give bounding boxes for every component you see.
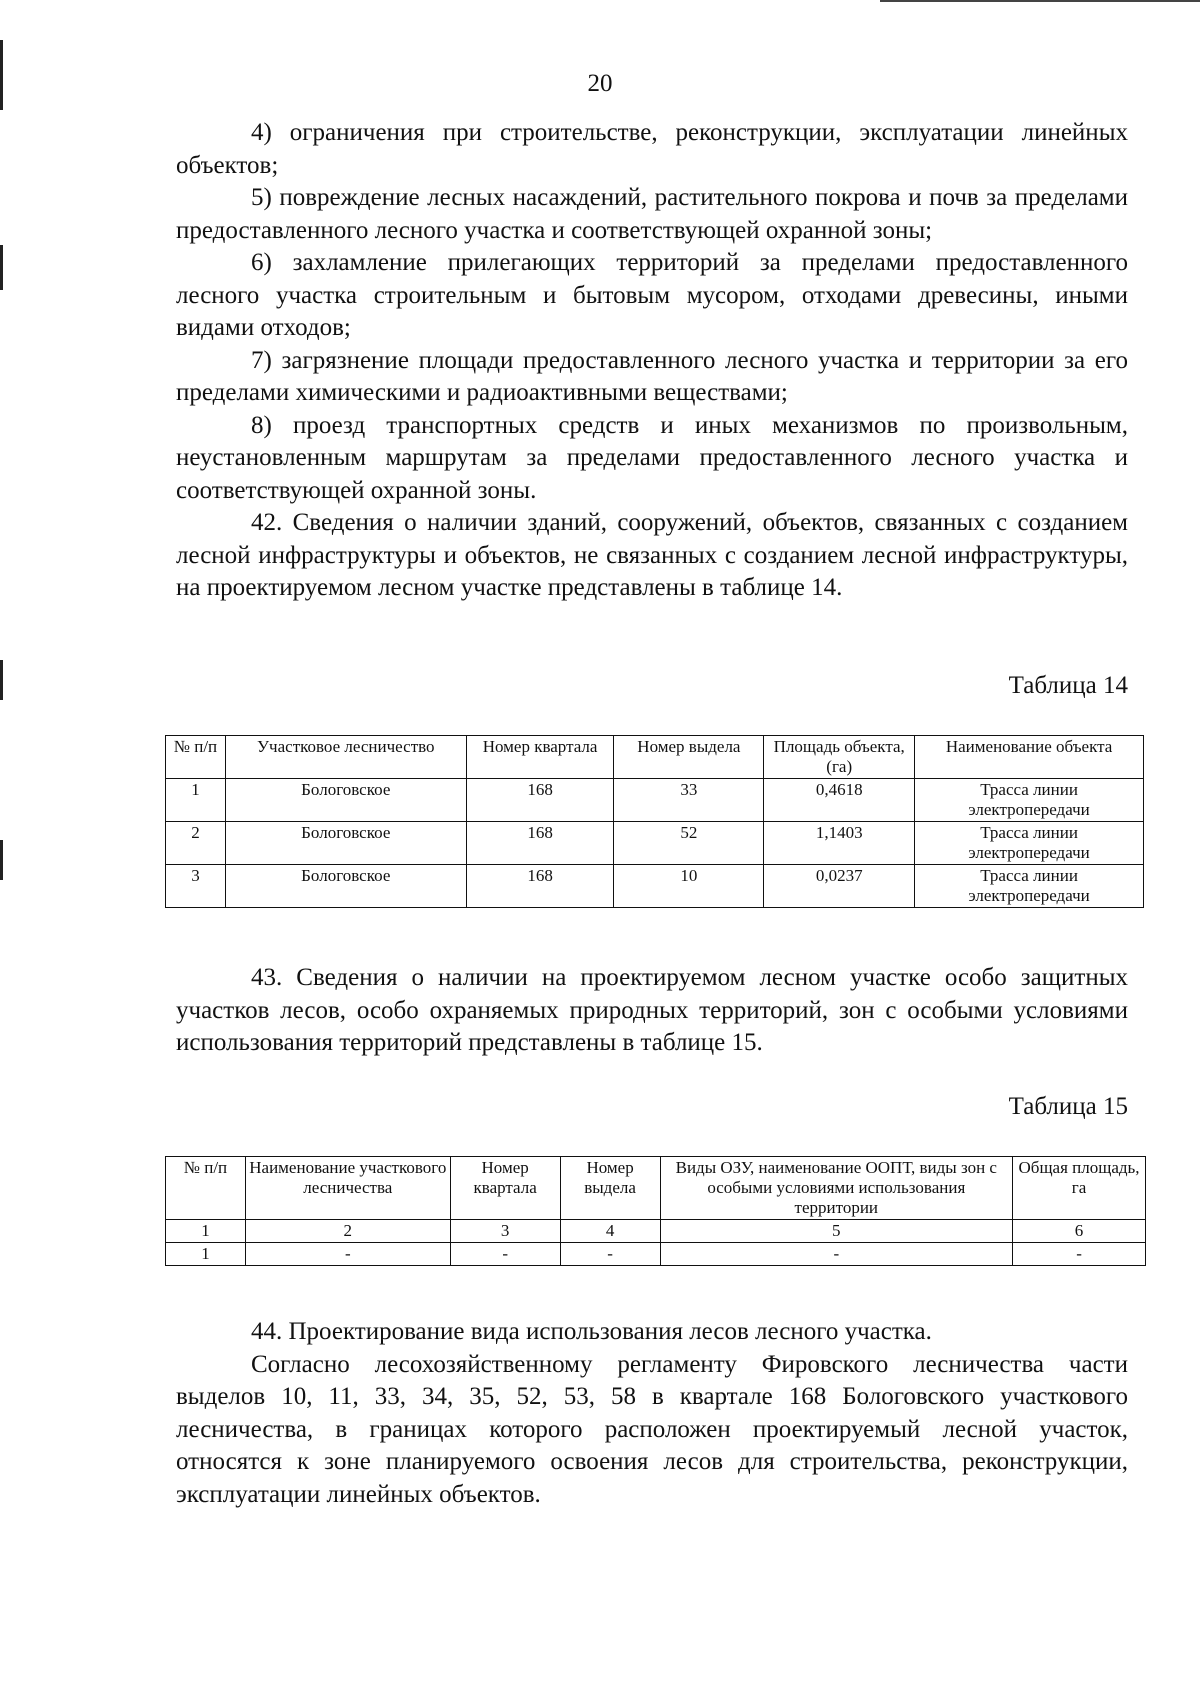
table-cell: 2 <box>245 1220 450 1243</box>
table-cell: 52 <box>614 822 764 865</box>
table-14 <box>165 735 1144 908</box>
table-row <box>166 865 1144 908</box>
table-cell: - <box>450 1243 560 1266</box>
paragraph: 7) загрязнение площади предоставленного лесного участка и территории за его пределами химическими и радиоактивными веществами; <box>176 346 1128 406</box>
page-number: 20 <box>587 70 613 97</box>
paragraph: 43. Сведения о наличии на проектируемом лесном участке особо защитных участков лесов, особо охраняемых природных территорий, зон с особыми условиями использования территорий представлены в таблице 15. <box>176 964 1128 1056</box>
table-cell: Трасса линии электропередачи <box>915 779 1144 822</box>
table-cell: 10 <box>614 865 764 908</box>
header-cell: Наименование объекта <box>915 736 1144 779</box>
paragraphs-bottom <box>176 1316 1128 1511</box>
scan-edge-mark <box>0 660 3 700</box>
table-cell: 1 <box>166 1243 246 1266</box>
table-cell: 168 <box>466 779 614 822</box>
table-cell: - <box>560 1243 660 1266</box>
table-cell: 0,0237 <box>764 865 915 908</box>
header-cell: Номер квартала <box>466 736 614 779</box>
scan-edge-mark <box>0 840 3 880</box>
header-cell: Общая площадь, га <box>1013 1157 1146 1220</box>
scan-edge-mark <box>0 245 3 290</box>
table-row <box>166 1220 1146 1243</box>
table-header-row <box>166 736 1144 779</box>
table14-caption: Таблица 14 <box>1008 672 1128 699</box>
table-cell: 1 <box>166 1220 246 1243</box>
table-cell: 5 <box>660 1220 1013 1243</box>
table-row <box>166 1243 1146 1266</box>
table-cell: 168 <box>466 822 614 865</box>
table-cell: 1,1403 <box>764 822 915 865</box>
table-cell: 1 <box>166 779 226 822</box>
header-cell: № п/п <box>166 736 226 779</box>
table-15 <box>165 1156 1146 1266</box>
header-cell: Номер выдела <box>560 1157 660 1220</box>
paragraph: 6) захламление прилегающих территорий за пределами предоставленного лесного участка строительным и бытовым мусором, отходами древесины, иными видами отходов; <box>176 249 1128 341</box>
table-cell: 33 <box>614 779 764 822</box>
table-cell: 168 <box>466 865 614 908</box>
paragraph: Согласно лесохозяйственному регламенту Фировского лесничества части выделов 10, 11, 33, 34, 35, 52, 53, 58 в квартале 168 Бологовского участкового лесничества, в границах которого расположен проектируемый лесной участок, относятся к зоне планируемого освоения лесов для строительства, реконструкции, эксплуатации линейных объектов. <box>176 1350 1128 1508</box>
paragraph-43-block <box>176 962 1128 1060</box>
table-cell: 0,4618 <box>764 779 915 822</box>
table-row <box>166 779 1144 822</box>
paragraph: 8) проезд транспортных средств и иных механизмов по произвольным, неустановленным маршрутам за пределами предоставленного лесного участка и соответствующей охранной зоны. <box>176 411 1128 504</box>
table-cell: - <box>1013 1243 1146 1266</box>
table-cell: Бологовское <box>225 865 466 908</box>
table-header-row <box>166 1157 1146 1220</box>
table-cell: 3 <box>166 865 226 908</box>
table-cell: 6 <box>1013 1220 1146 1243</box>
table-cell: - <box>660 1243 1013 1266</box>
header-cell: Участковое лесничество <box>225 736 466 779</box>
paragraph: 5) повреждение лесных насаждений, растительного покрова и почв за пределами предоставленного лесного участка и соответствующей охранной зоны; <box>176 184 1128 244</box>
table-cell: Трасса линии электропередачи <box>915 865 1144 908</box>
table-cell: 2 <box>166 822 226 865</box>
header-cell: № п/п <box>166 1157 246 1220</box>
header-cell: Номер выдела <box>614 736 764 779</box>
paragraphs-top <box>176 117 1128 605</box>
table15-caption: Таблица 15 <box>1008 1093 1128 1120</box>
header-cell: Номер квартала <box>450 1157 560 1220</box>
table-cell: Трасса линии электропередачи <box>915 822 1144 865</box>
scan-edge-mark <box>880 0 1200 2</box>
table-cell: Бологовское <box>225 822 466 865</box>
header-cell: Виды ОЗУ, наименование ООПТ, виды зон с особыми условиями использования территории <box>660 1157 1013 1220</box>
header-cell: Площадь объекта, (га) <box>764 736 915 779</box>
table-cell: Бологовское <box>225 779 466 822</box>
table-cell: - <box>245 1243 450 1266</box>
table-cell: 4 <box>560 1220 660 1243</box>
table-row <box>166 822 1144 865</box>
paragraph: 44. Проектирование вида использования лесов лесного участка. <box>251 1318 932 1345</box>
paragraph: 4) ограничения при строительстве, реконструкции, эксплуатации линейных объектов; <box>176 119 1128 179</box>
header-cell: Наименование участкового лесничества <box>245 1157 450 1220</box>
table-cell: 3 <box>450 1220 560 1243</box>
paragraph: 42. Сведения о наличии зданий, сооружений, объектов, связанных с созданием лесной инфраструктуры и объектов, не связанных с созданием лесной инфраструктуры, на проектируемом лесном участке представлены в таблице 14. <box>176 509 1128 601</box>
